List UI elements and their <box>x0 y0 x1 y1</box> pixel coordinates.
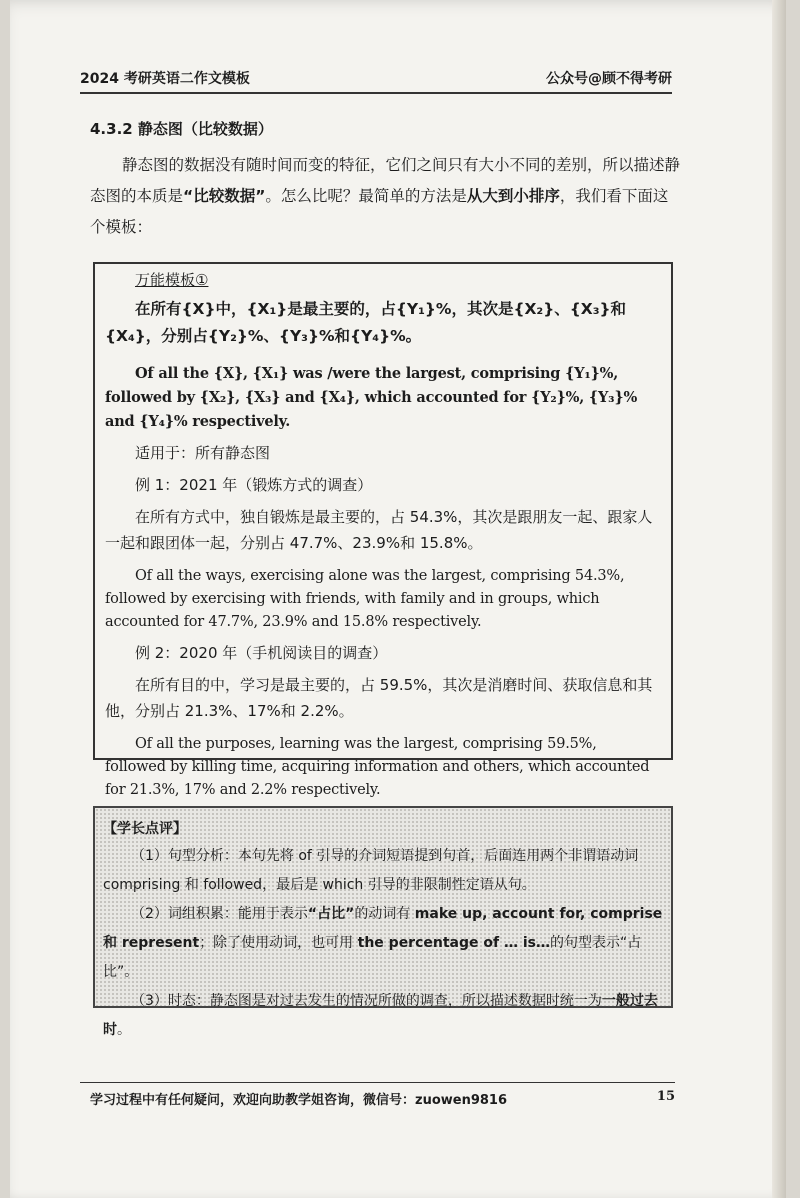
review-point-2-text-a: （2）词组积累：能用于表示 <box>131 906 308 922</box>
example1-label: 例 1：2021 年（锻炼方式的调查） <box>135 476 373 494</box>
page-header <box>80 66 672 94</box>
book-page <box>10 0 786 1198</box>
review-point-2-bold-ratio: “占比” <box>307 906 355 922</box>
example2-chinese: 在所有目的中，学习是最主要的，占 59.5%，其次是消磨时间、获取信息和其他，分别占 21.3%、17%和 2.2%。 <box>105 676 653 720</box>
review-point-2-text-e: ；除了使用动词，也可用 <box>199 935 358 951</box>
template-applies-to: 适用于：所有静态图 <box>135 444 271 462</box>
template-chinese: 在所有{X}中，{X₁}是最主要的，占{Y₁}%，其次是{X₂}、{X₃}和{X₄}，分别占{Y₂}%、{Y₃}%和{Y₄}%。 <box>105 300 627 345</box>
page-spine-shadow <box>772 0 786 1198</box>
review-point-2 <box>103 900 663 987</box>
review-heading: 【学长点评】 <box>103 821 187 837</box>
example1-english: Of all the ways, exercising alone was the largest, comprising 54.3%, followed by exercising with friends, with family and in groups, which accounted for 47.7%, 23.9% and 15.8% respectively. <box>105 568 625 630</box>
intro-bold-sort: 从大到小排序 <box>466 187 560 205</box>
footer-contact-note: 学习过程中有任何疑问，欢迎向助教学姐咨询，微信号：zuowen9816 <box>90 1093 508 1108</box>
intro-text-1: 静态图的数据没有随时间而变的特征，它们之间只有大小不同的差别，所以描述静态图的本质是 <box>90 156 681 205</box>
section-title: 4.3.2 静态图（比较数据） <box>90 120 273 138</box>
template-box <box>93 262 673 798</box>
review-point-1: （1）句型分析：本句先将 of 引导的介词短语提到句首，后面连用两个非谓语动词 comprising 和 followed，最后是 which 引导的非限制性定语从句。 <box>103 848 639 893</box>
review-point-3-text-a: （3）时态：静态图是对过去发生的情况所做的调查，所以描述数据时统一为 <box>131 993 602 1009</box>
review-box <box>93 806 673 1038</box>
review-point-2-bold-pattern: the percentage of … is… <box>357 935 550 951</box>
template-title: 万能模板① <box>135 271 209 289</box>
template-english: Of all the {X}, {X₁} was /were the largest, comprising {Y₁}%, followed by {X₂}, {X₃} and {X₄}, which accounted for {Y₂}%, {Y₃}% and {Y₄}% respectively. <box>105 365 638 430</box>
intro-paragraph <box>90 150 680 243</box>
header-book-title: 2024 考研英语二作文模板 <box>80 71 250 87</box>
header-account-name: 公众号@顾不得考研 <box>546 71 672 87</box>
review-point-2-bold-verbs: make up, account for, comprise 和 represent <box>103 906 663 951</box>
intro-bold-compare: “比较数据” <box>183 187 266 205</box>
intro-text-2: 。怎么比呢？最简单的方法是 <box>265 187 467 205</box>
review-point-2-text-g: 的句型表示“占比”。 <box>103 935 642 980</box>
example2-label: 例 2：2020 年（手机阅读目的调查） <box>135 644 388 662</box>
intro-text-3: ，我们看下面这个模板： <box>90 187 669 236</box>
review-point-2-text-c: 的动词有 <box>354 906 415 922</box>
page-number: 15 <box>656 1089 675 1104</box>
review-point-3-bold-tense: 一般过去时 <box>103 993 658 1038</box>
review-point-3-text-c: 。 <box>117 1022 131 1038</box>
page-footer <box>80 1082 675 1107</box>
example1-chinese: 在所有方式中，独自锻炼是最主要的，占 54.3%，其次是跟朋友一起、跟家人一起和跟团体一起，分别占 47.7%、23.9%和 15.8%。 <box>105 508 653 552</box>
review-point-3 <box>103 987 663 1045</box>
example2-english: Of all the purposes, learning was the largest, comprising 59.5%, followed by killing time, acquiring information and others, which accounted for 21.3%, 17% and 2.2% respectively. <box>105 736 650 798</box>
